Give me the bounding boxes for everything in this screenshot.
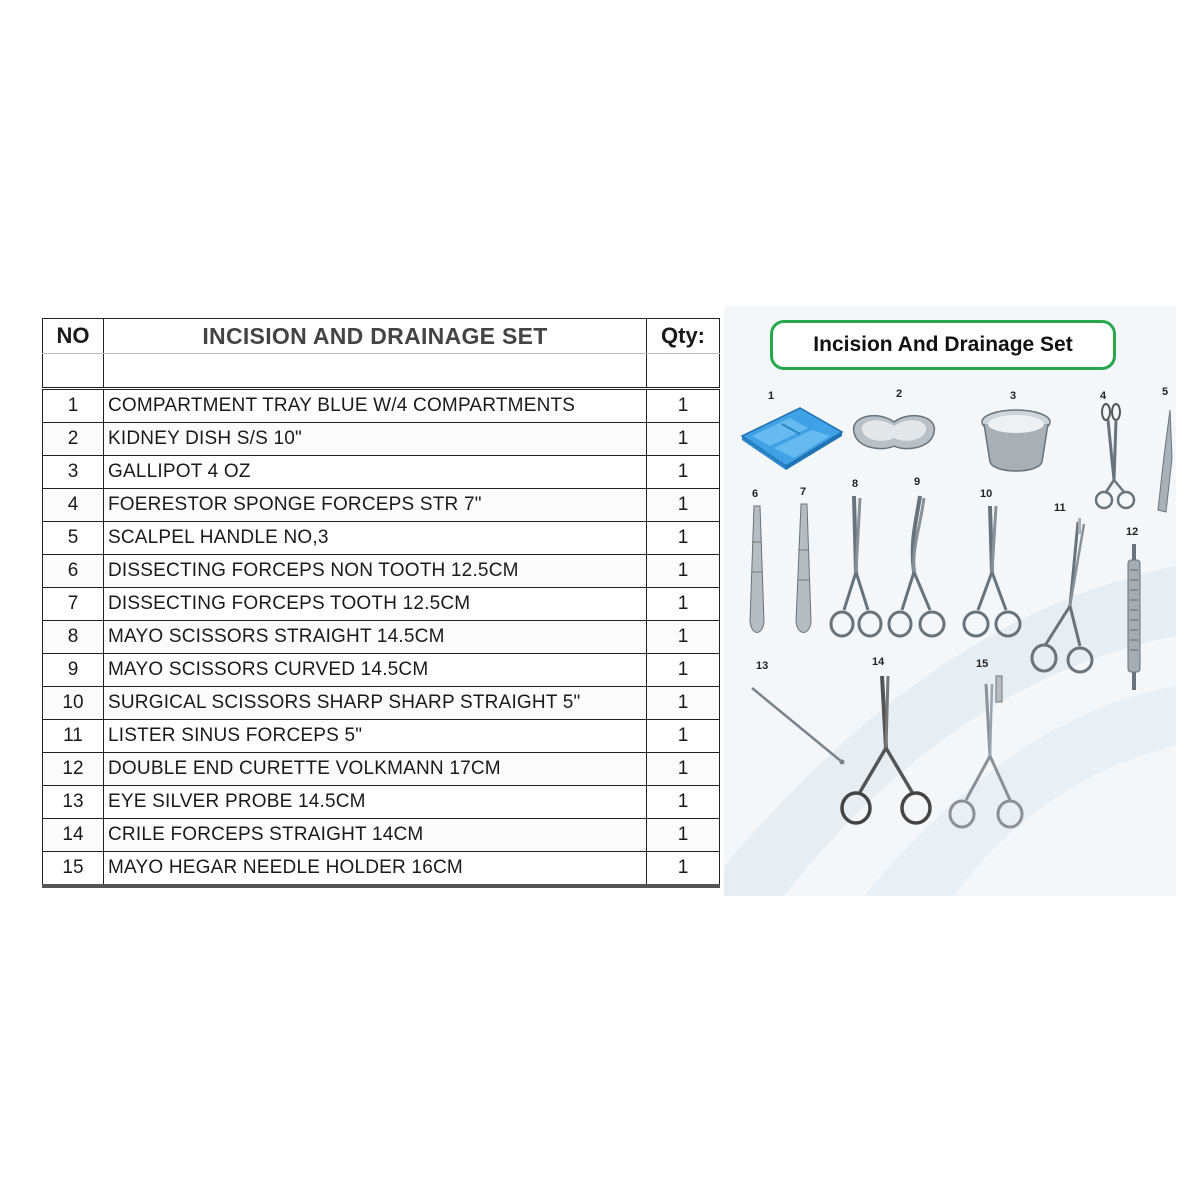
item-qty: 1 — [647, 522, 720, 555]
mayo-scissors-curved-image — [886, 492, 950, 642]
item-name: DISSECTING FORCEPS TOOTH 12.5CM — [104, 588, 647, 621]
item-qty: 1 — [647, 720, 720, 753]
label-1: 1 — [768, 390, 775, 402]
item-name: MAYO SCISSORS STRAIGHT 14.5CM — [104, 621, 647, 654]
item-qty: 1 — [647, 852, 720, 887]
item-number: 11 — [43, 720, 104, 753]
item-qty: 1 — [647, 389, 720, 423]
gallipot-image — [978, 404, 1054, 478]
label-9: 9 — [914, 476, 921, 488]
panel-title: Incision And Drainage Set — [770, 320, 1116, 370]
item-number: 10 — [43, 687, 104, 720]
label-11: 11 — [1054, 502, 1066, 514]
instrument-table — [42, 318, 720, 888]
item-qty: 1 — [647, 654, 720, 687]
label-10: 10 — [980, 488, 993, 500]
item-qty: 1 — [647, 555, 720, 588]
table-row — [43, 456, 720, 489]
header-no: NO — [43, 319, 104, 354]
surgical-scissors-image — [960, 502, 1024, 642]
instrument-image-panel — [724, 306, 1176, 896]
table-header-spacer — [43, 354, 720, 389]
item-number: 7 — [43, 588, 104, 621]
item-number: 15 — [43, 852, 104, 887]
item-name: SCALPEL HANDLE NO,3 — [104, 522, 647, 555]
label-6: 6 — [752, 488, 759, 500]
table-row — [43, 522, 720, 555]
needle-holder-image — [944, 674, 1028, 834]
label-14: 14 — [872, 656, 885, 668]
item-number: 3 — [43, 456, 104, 489]
item-name: SURGICAL SCISSORS SHARP SHARP STRAIGHT 5" — [104, 687, 647, 720]
dissecting-forceps-tooth-image — [792, 500, 816, 642]
table-body — [43, 389, 720, 887]
label-13: 13 — [756, 660, 769, 672]
kidney-dish-image — [848, 406, 940, 456]
item-qty: 1 — [647, 819, 720, 852]
table-row — [43, 621, 720, 654]
item-number: 5 — [43, 522, 104, 555]
item-number: 4 — [43, 489, 104, 522]
table-header-row — [43, 319, 720, 354]
item-number: 14 — [43, 819, 104, 852]
item-name: LISTER SINUS FORCEPS 5" — [104, 720, 647, 753]
item-name: KIDNEY DISH S/S 10" — [104, 423, 647, 456]
scalpel-handle-image — [1148, 406, 1176, 516]
table-row — [43, 720, 720, 753]
item-name: COMPARTMENT TRAY BLUE W/4 COMPARTMENTS — [104, 389, 647, 423]
table-row — [43, 555, 720, 588]
label-7: 7 — [800, 486, 807, 498]
item-qty: 1 — [647, 423, 720, 456]
item-qty: 1 — [647, 786, 720, 819]
item-name: DOUBLE END CURETTE VOLKMANN 17CM — [104, 753, 647, 786]
sponge-forceps-image — [1092, 402, 1148, 514]
compartment-tray-image — [738, 402, 846, 472]
item-qty: 1 — [647, 621, 720, 654]
table-row — [43, 588, 720, 621]
item-name: DISSECTING FORCEPS NON TOOTH 12.5CM — [104, 555, 647, 588]
label-8: 8 — [852, 478, 859, 490]
crile-forceps-image — [838, 672, 938, 832]
label-4: 4 — [1100, 390, 1107, 402]
table-row — [43, 819, 720, 852]
label-12: 12 — [1126, 526, 1139, 538]
item-name: CRILE FORCEPS STRAIGHT 14CM — [104, 819, 647, 852]
lister-sinus-forceps-image — [1026, 516, 1106, 676]
item-qty: 1 — [647, 456, 720, 489]
item-number: 6 — [43, 555, 104, 588]
item-name: MAYO HEGAR NEEDLE HOLDER 16CM — [104, 852, 647, 887]
table-row — [43, 852, 720, 887]
dissecting-forceps-non-tooth-image — [746, 502, 770, 642]
curette-image — [1122, 540, 1148, 696]
label-5: 5 — [1162, 386, 1169, 398]
item-qty: 1 — [647, 588, 720, 621]
table-row — [43, 687, 720, 720]
item-number: 12 — [43, 753, 104, 786]
item-name: GALLIPOT 4 OZ — [104, 456, 647, 489]
item-number: 2 — [43, 423, 104, 456]
table-row — [43, 786, 720, 819]
header-qty: Qty: — [647, 319, 720, 354]
item-number: 13 — [43, 786, 104, 819]
label-2: 2 — [896, 388, 903, 400]
item-qty: 1 — [647, 489, 720, 522]
item-qty: 1 — [647, 753, 720, 786]
table-row — [43, 389, 720, 423]
silver-probe-image — [744, 680, 850, 770]
mayo-scissors-straight-image — [828, 492, 886, 642]
label-15: 15 — [976, 658, 989, 670]
item-number: 8 — [43, 621, 104, 654]
item-qty: 1 — [647, 687, 720, 720]
item-name: FOERESTOR SPONGE FORCEPS STR 7" — [104, 489, 647, 522]
item-number: 1 — [43, 389, 104, 423]
table-row — [43, 423, 720, 456]
table-row — [43, 753, 720, 786]
table-row — [43, 654, 720, 687]
item-name: EYE SILVER PROBE 14.5CM — [104, 786, 647, 819]
item-number: 9 — [43, 654, 104, 687]
table-row — [43, 489, 720, 522]
label-3: 3 — [1010, 390, 1017, 402]
header-set-title: INCISION AND DRAINAGE SET — [104, 319, 647, 354]
item-name: MAYO SCISSORS CURVED 14.5CM — [104, 654, 647, 687]
